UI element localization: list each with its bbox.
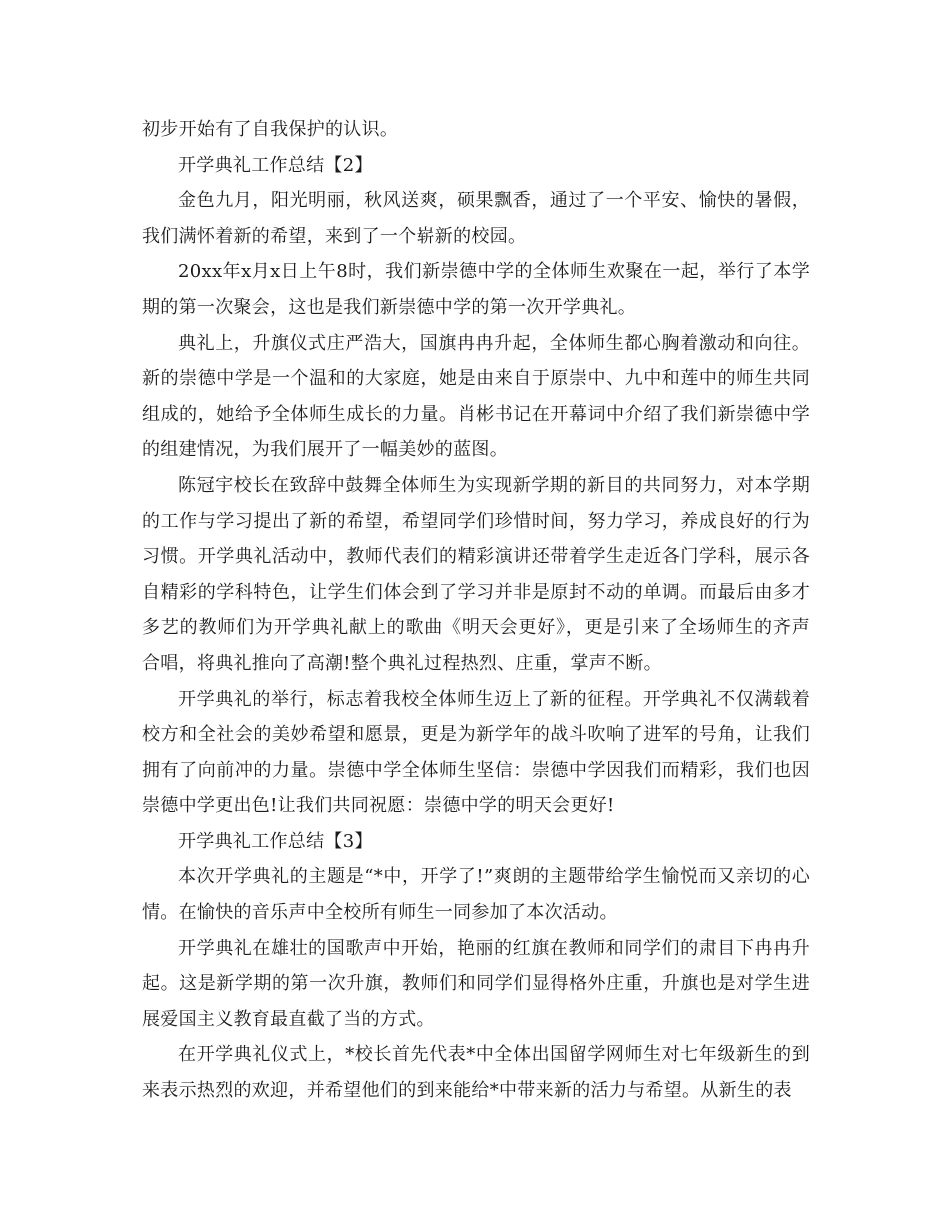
paragraph: 典礼上，升旗仪式庄严浩大，国旗冉冉升起，全体师生都心胸着激动和向往。新的崇德中学是一个温和的大家庭，她是由来自于原崇中、九中和莲中的师生共同组成的，她给予全体师生成长的力量。肖彬书记在开幕词中介绍了我们新崇德中学的组建情况，为我们展开了一幅美妙的蓝图。 (142, 332, 810, 461)
paragraph: 在开学典礼仪式上，*校长首先代表*中全体出国留学网师生对七年级新生的到来表示热烈的欢迎，并希望他们的到来能给*中带来新的活力与希望。从新生的表 (142, 1044, 810, 1102)
paragraph: 开学典礼的举行，标志着我校全体师生迈上了新的征程。开学典礼不仅满载着校方和全社会的美妙希望和愿景，更是为新学年的战斗吹响了进军的号角，让我们拥有了向前冲的力量。崇德中学全体师生坚信：崇德中学因我们而精彩，我们也因崇德中学更出色!让我们共同祝愿：崇德中学的明天会更好! (142, 688, 810, 817)
paragraph: 金色九月，阳光明丽，秋风送爽，硕果飘香，通过了一个平安、愉快的暑假，我们满怀着新的希望，来到了一个崭新的校园。 (142, 190, 810, 247)
paragraph: 本次开学典礼的主题是“*中，开学了!”爽朗的主题带给学生愉悦而又亲切的心情。在愉快的音乐声中全校所有师生一同参加了本次活动。 (142, 866, 810, 924)
section-heading-2: 开学典礼工作总结【2】 (178, 154, 373, 176)
section-heading-3: 开学典礼工作总结【3】 (178, 830, 373, 852)
document-body (142, 112, 810, 1109)
paragraph: 开学典礼在雄壮的国歌声中开始，艳丽的红旗在教师和同学们的肃目下冉冉升起。这是新学期的第一次升旗，教师们和同学们显得格外庄重，升旗也是对学生进展爱国主义教育最直截了当的方式。 (142, 937, 810, 1030)
paragraph: 陈冠宇校长在致辞中鼓舞全体师生为实现新学期的新目的共同努力，对本学期的工作与学习提出了新的希望，希望同学们珍惜时间，努力学习，养成良好的行为习惯。开学典礼活动中，教师代表们的精彩演讲还带着学生走近各门学科，展示各自精彩的学科特色，让学生们体会到了学习并非是原封不动的单调。而最后由多才多艺的教师们为开学典礼献上的歌曲《明天会更好》，更是引来了全场师生的齐声合唱，将典礼推向了高潮!整个典礼过程热烈、庄重，掌声不断。 (142, 474, 810, 674)
paragraph-continuation: 初步开始有了自我保护的认识。 (142, 119, 399, 140)
paragraph: 20xx年x月x日上午8时，我们新崇德中学的全体师生欢聚在一起，举行了本学期的第一次聚会，这也是我们新崇德中学的第一次开学典礼。 (142, 261, 810, 318)
